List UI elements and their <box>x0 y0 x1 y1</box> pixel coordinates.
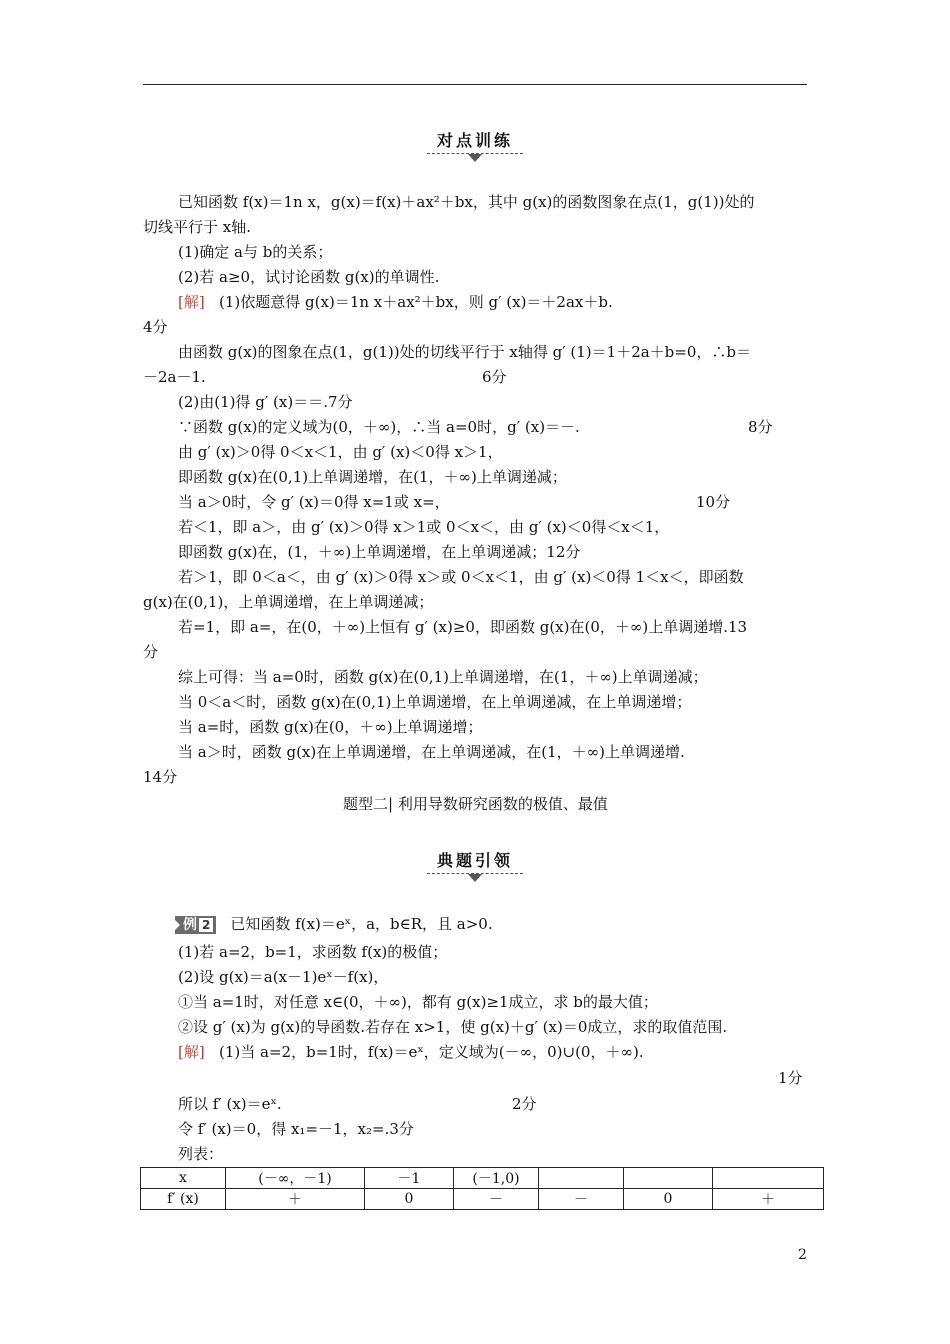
triangle-down-icon <box>468 154 482 162</box>
section-title: 典题引领 <box>436 851 513 870</box>
example-line: (1)若 a=2，b=1，求函数 f(x)的极值； <box>178 943 448 961</box>
solution-line: (2)由(1)得 g′ (x)＝＝.7分 <box>178 393 353 411</box>
section-heading-example <box>0 848 950 884</box>
section-underline <box>427 153 523 164</box>
score: 2分 <box>512 1095 537 1113</box>
table-cell: (－1,0) <box>454 1168 539 1189</box>
table-cell: f′ (x) <box>141 1189 226 1210</box>
score: 8分 <box>748 418 773 436</box>
example-badge <box>175 916 216 934</box>
type-heading: 题型二| 利用导数研究函数的极值、最值 <box>343 795 608 813</box>
solution-label: [解] <box>178 293 205 311</box>
problem-line: (1)确定 a与 b的关系； <box>178 243 333 261</box>
solution-line: 由 g′ (x)＞0得 0＜x＜1，由 g′ (x)＜0得 x＞1， <box>178 443 503 461</box>
solution-line: 列表： <box>178 1145 224 1163</box>
solution-text: (1)依题意得 g(x)＝1n x＋ax²＋bx，则 g′ (x)＝＋2ax＋b. <box>219 293 613 311</box>
table-cell: －1 <box>365 1168 454 1189</box>
solution-line: 若=1，即 a=，在(0，＋∞)上恒有 g′ (x)≥0，即函数 g(x)在(0，＋∞)上单调递增.13 <box>178 618 748 636</box>
score-line: 14分 <box>143 768 178 786</box>
score-line: 4分 <box>143 318 168 336</box>
table-row <box>141 1168 824 1189</box>
solution-line: 分 <box>143 643 159 661</box>
solution-line: ∵函数 g(x)的定义域为(0，＋∞)，∴当 a=0时，g′ (x)＝－. <box>178 418 580 436</box>
table-cell <box>713 1168 824 1189</box>
solution-line: 综上可得：当 a=0时，函数 g(x)在(0,1)上单调递增，在(1，＋∞)上单调递减； <box>178 668 708 686</box>
table-cell: 0 <box>624 1189 713 1210</box>
table-cell <box>624 1168 713 1189</box>
solution-line: 若＜1，即 a＞，由 g′ (x)＞0得 x＞1或 0＜x＜，由 g′ (x)＜0得＜x＜1， <box>178 518 670 536</box>
table-cell: (－∞，－1) <box>226 1168 365 1189</box>
table-row <box>141 1189 824 1210</box>
score: 6分 <box>482 368 507 386</box>
page-number: 2 <box>798 1247 807 1263</box>
solution-line: 即函数 g(x)在，(1，＋∞)上单调递增，在上单调递减；12分 <box>178 543 581 561</box>
solution-line: 当 0＜a＜时，函数 g(x)在(0,1)上单调递增，在上单调递减，在上单调递增； <box>178 693 692 711</box>
solution-line: 当 a=时，函数 g(x)在(0，＋∞)上单调递增； <box>178 718 483 736</box>
table-cell: － <box>454 1189 539 1210</box>
solution-label: [解] <box>178 1043 205 1061</box>
value-table <box>140 1167 824 1210</box>
solution-line: g(x)在(0,1)，上单调递增，在上单调递减； <box>143 593 434 611</box>
solution-line: 令 f′ (x)＝0，得 x₁=－1，x₂=.3分 <box>178 1120 414 1138</box>
example-text: 已知函数 f(x)＝eˣ，a，b∈R，且 a>0. <box>230 915 493 933</box>
solution-line: 所以 f′ (x)＝eˣ. <box>178 1095 282 1113</box>
score: 10分 <box>696 493 731 511</box>
solution-line: 当 a＞0时，令 g′ (x)＝0得 x=1或 x=， <box>178 493 450 511</box>
example-line: ②设 g′ (x)为 g(x)的导函数.若存在 x>1，使 g(x)＋g′ (x)＝0成立，求的取值范围. <box>178 1018 728 1036</box>
table-cell <box>539 1168 624 1189</box>
top-rule <box>143 84 807 85</box>
table-cell: 0 <box>365 1189 454 1210</box>
triangle-down-icon <box>468 874 482 882</box>
solution-line: 若＞1，即 0＜a＜，由 g′ (x)＞0得 x＞或 0＜x＜1，由 g′ (x)＜0得 1＜x＜，即函数 <box>178 568 744 586</box>
example-number: 2 <box>199 918 213 932</box>
problem-line: 已知函数 f(x)＝1n x，g(x)＝f(x)＋ax²＋bx，其中 g(x)的函数图象在点(1，g(1))处的 <box>178 193 755 211</box>
table-cell: ＋ <box>226 1189 365 1210</box>
solution-line: 由函数 g(x)的图象在点(1，g(1))处的切线平行于 x轴得 g′ (1)＝1＋2a＋b=0，∴b＝ <box>178 343 751 361</box>
example-line <box>175 914 493 934</box>
section-title: 对点训练 <box>436 131 513 150</box>
problem-line: (2)若 a≥0，试讨论函数 g(x)的单调性. <box>178 268 440 286</box>
problem-line: 切线平行于 x轴. <box>143 218 251 236</box>
solution-line: 即函数 g(x)在(0,1)上单调递增，在(1，＋∞)上单调递减； <box>178 468 567 486</box>
table-cell: ＋ <box>713 1189 824 1210</box>
section-underline <box>427 873 523 884</box>
example-badge-label: 例 <box>183 917 197 933</box>
example-line: ①当 a=1时，对任意 x∈(0，＋∞)，都有 g(x)≥1成立，求 b的最大值； <box>178 993 658 1011</box>
example-line: (2)设 g(x)＝a(x－1)eˣ－f(x)， <box>178 968 389 986</box>
table-cell: － <box>539 1189 624 1210</box>
score: 1分 <box>778 1069 803 1087</box>
solution-line: －2a－1. <box>143 368 206 386</box>
solution-text: (1)当 a=2，b=1时，f(x)＝eˣ，定义域为(－∞，0)∪(0，＋∞). <box>219 1043 644 1061</box>
solution-line <box>178 1042 644 1062</box>
section-heading-practice <box>0 128 950 164</box>
solution-line: 当 a＞时，函数 g(x)在上单调递增，在上单调递减，在(1，＋∞)上单调递增. <box>178 743 685 761</box>
table-cell: x <box>141 1168 226 1189</box>
solution-line <box>178 292 613 312</box>
